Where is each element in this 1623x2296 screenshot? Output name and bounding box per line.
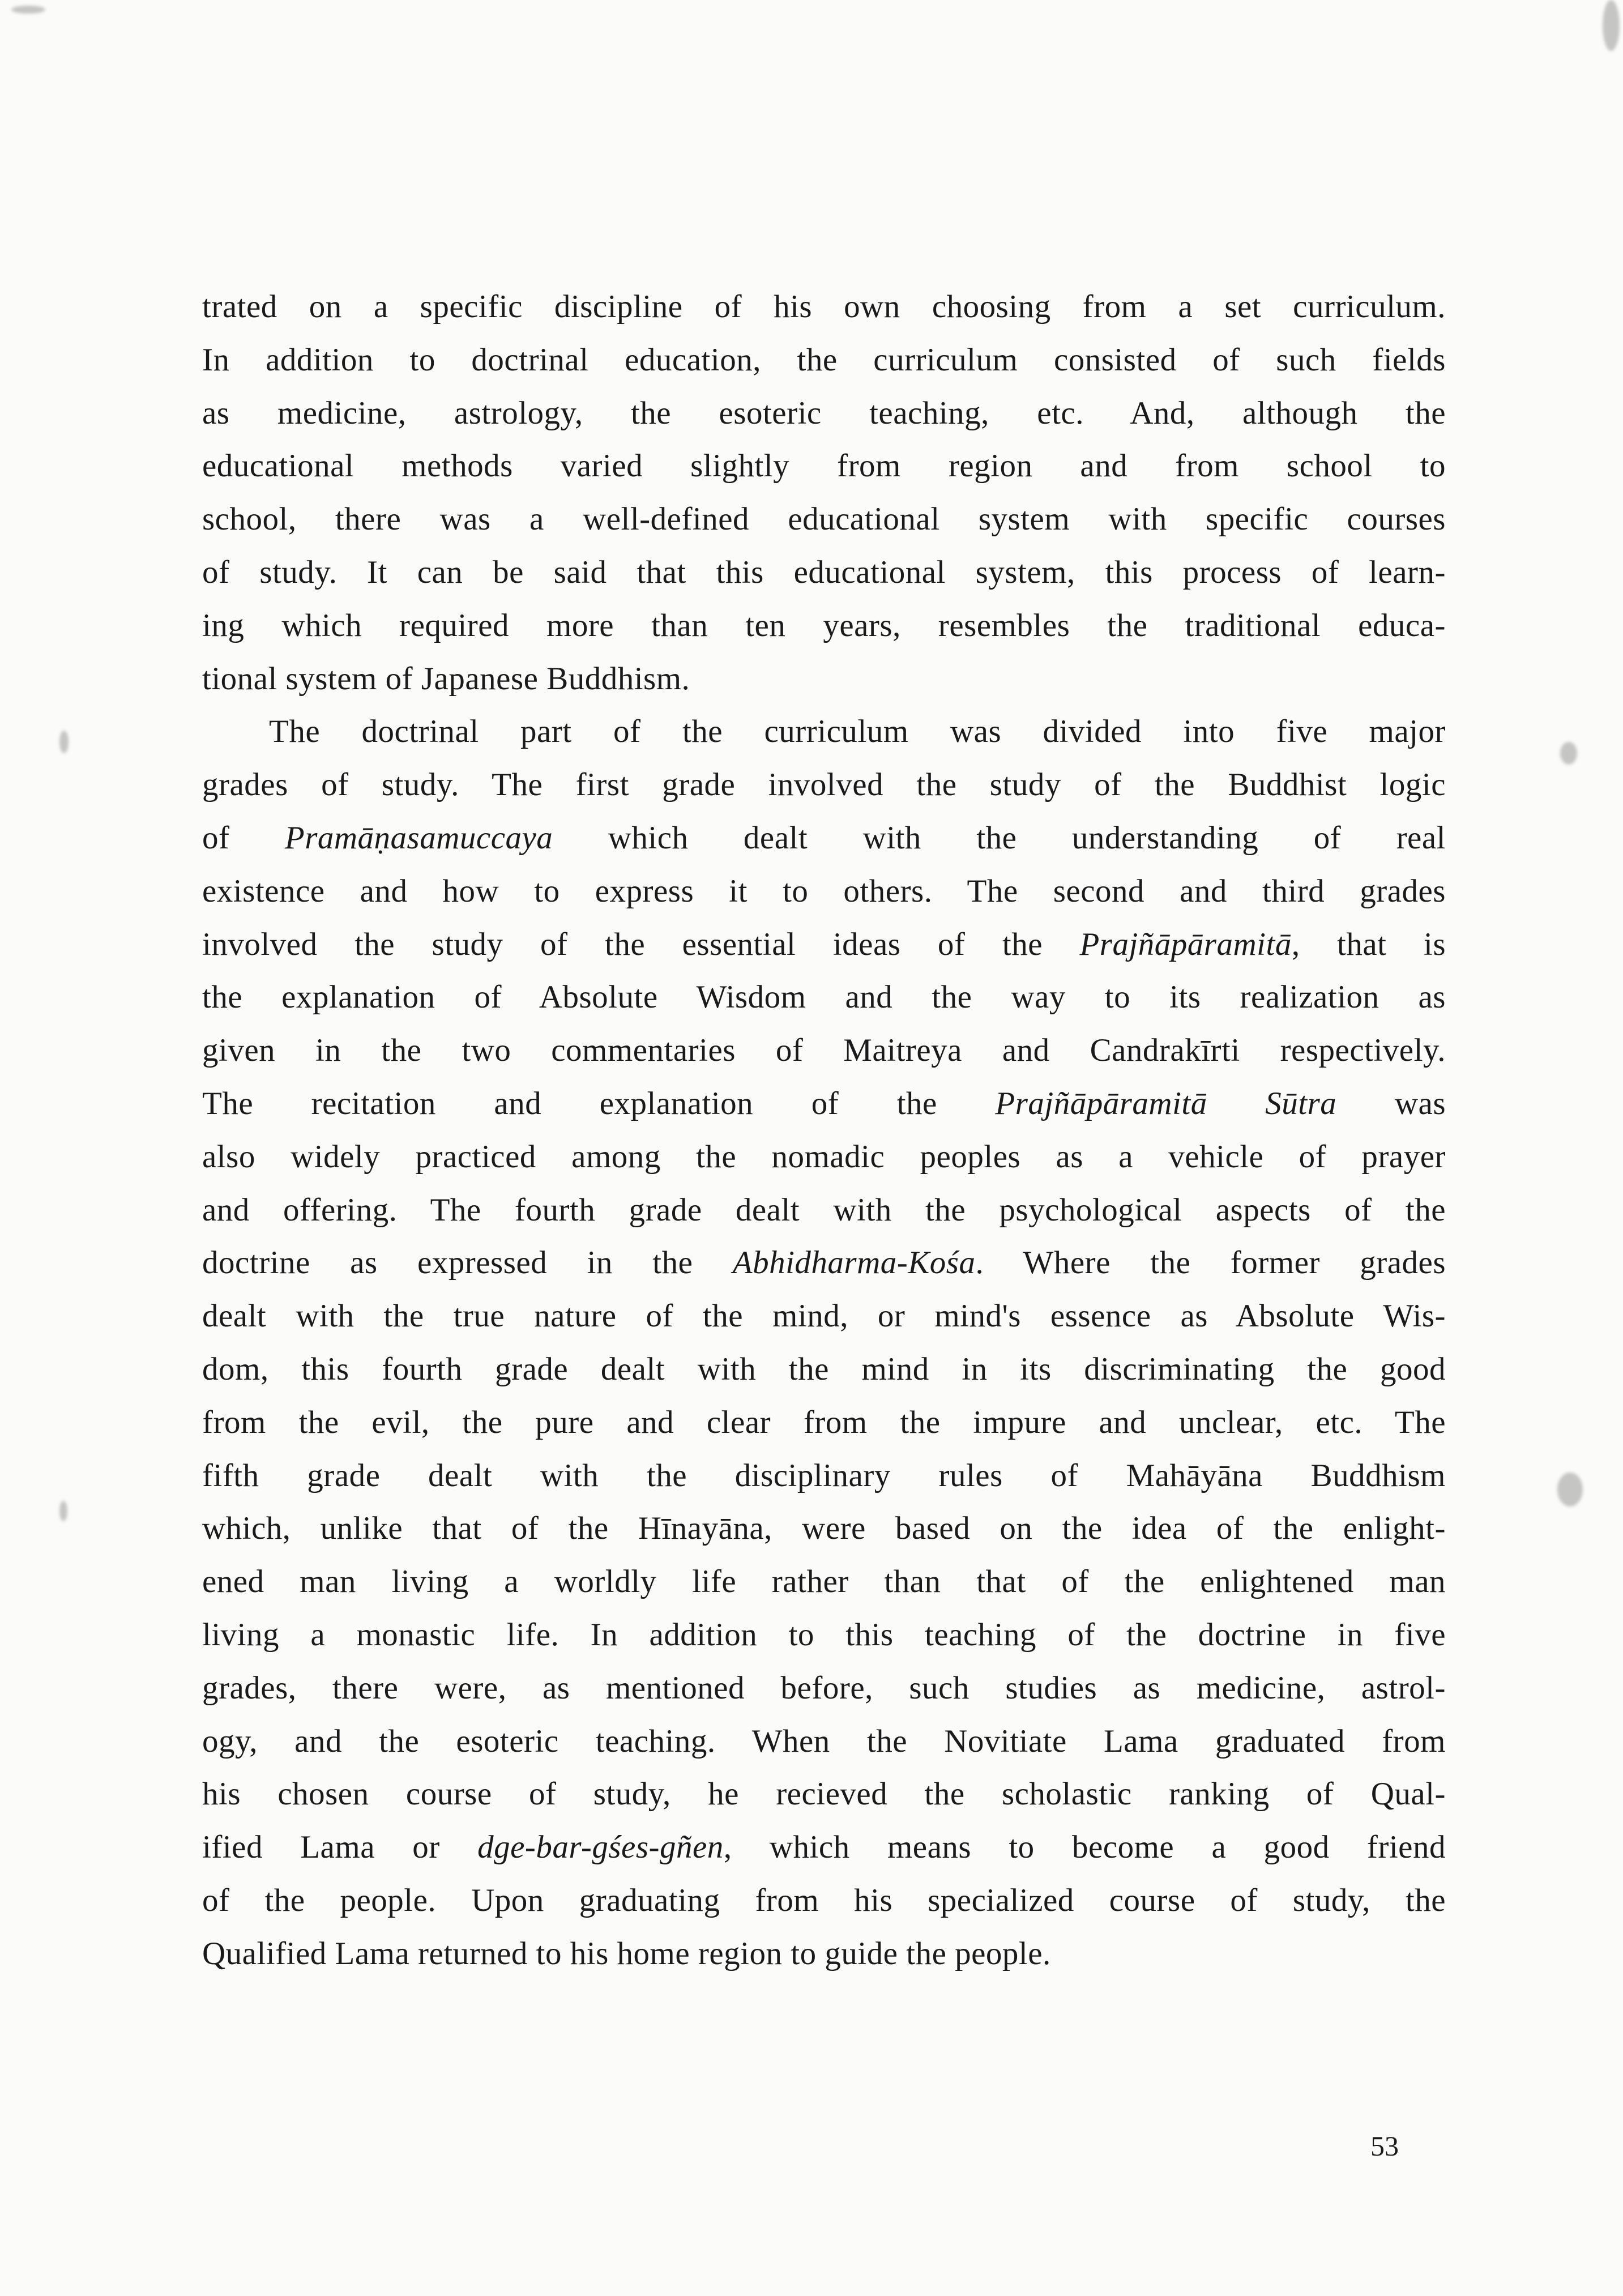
text-line xyxy=(202,1290,1446,1343)
text-run: trated on a specific discipline of his own choosing from a set curriculum. xyxy=(202,289,1446,325)
text-run: educational methods varied slightly from region and from school to xyxy=(202,448,1446,484)
text-run: of the people. Upon graduating from his specialized course of study, the xyxy=(202,1882,1446,1918)
paragraph xyxy=(202,280,1446,705)
text-line xyxy=(202,387,1446,440)
text-run: the explanation of Absolute Wisdom and the way to its realization as xyxy=(202,979,1446,1015)
text-run: involved the study of the essential ideas of the xyxy=(202,926,1080,962)
text-run: ened man living a worldly life rather than that of the enlightened man xyxy=(202,1564,1446,1600)
text-run: also widely practiced among the nomadic peoples as a vehicle of prayer xyxy=(202,1138,1446,1175)
text-line xyxy=(202,1396,1446,1449)
text-run: , which means to become a good friend xyxy=(723,1829,1446,1866)
text-run: grades, there were, as mentioned before, such studies as medicine, astrol- xyxy=(202,1670,1446,1706)
text-run: , that is xyxy=(1291,926,1446,962)
text-run: his chosen course of study, he recieved the scholastic ranking of Qual- xyxy=(202,1776,1446,1812)
text-run: existence and how to express it to others. The second and third grades xyxy=(202,873,1446,909)
text-run: In addition to doctrinal education, the curriculum consisted of such fields xyxy=(202,342,1446,378)
text-line xyxy=(202,1715,1446,1768)
scan-smudge xyxy=(11,6,45,14)
text-line xyxy=(202,1768,1446,1821)
body-text xyxy=(202,280,1446,1981)
text-run: school, there was a well-defined educational system with specific courses xyxy=(202,501,1446,537)
text-line xyxy=(202,546,1446,599)
text-line xyxy=(202,1024,1446,1077)
page-number: 53 xyxy=(1370,2130,1399,2162)
text-run: of xyxy=(202,820,285,856)
text-run: of study. It can be said that this educational system, this process of learn- xyxy=(202,554,1446,590)
text-run: . Where the former grades xyxy=(975,1245,1446,1281)
text-line xyxy=(202,493,1446,546)
text-run: The recitation and explanation of the xyxy=(202,1085,996,1121)
text-line xyxy=(202,1821,1446,1874)
text-run: ogy, and the esoteric teaching. When the Novitiate Lama graduated from xyxy=(202,1723,1446,1759)
text-line xyxy=(202,1130,1446,1184)
text-line xyxy=(202,1662,1446,1715)
scan-smudge xyxy=(1557,1473,1583,1507)
text-line xyxy=(202,1927,1446,1981)
text-line xyxy=(202,1608,1446,1662)
text-run: tional system of Japanese Buddhism. xyxy=(202,660,690,697)
text-run: fifth grade dealt with the disciplinary rules of Mahāyāna Buddhism xyxy=(202,1457,1446,1493)
scan-smudge xyxy=(1560,742,1577,765)
text-run: which dealt with the understanding of real xyxy=(553,820,1446,856)
text-run: The doctrinal part of the curriculum was divided into five major xyxy=(269,714,1446,750)
text-run: living a monastic life. In addition to this teaching of the doctrine in five xyxy=(202,1616,1446,1653)
text-run: doctrine as expressed in the xyxy=(202,1245,733,1281)
text-line xyxy=(202,1236,1446,1290)
italic-term: dge-bar-gśes-gñen xyxy=(477,1829,724,1866)
text-line xyxy=(202,1874,1446,1927)
text-run: Qualified Lama returned to his home region to guide the people. xyxy=(202,1935,1051,1971)
text-line xyxy=(202,1077,1446,1130)
text-run: as medicine, astrology, the esoteric teaching, etc. And, although the xyxy=(202,395,1446,431)
italic-term: Prajñāpāramitā Sūtra xyxy=(995,1085,1337,1121)
scan-smudge xyxy=(59,731,69,753)
text-run: dom, this fourth grade dealt with the mind in its discriminating the good xyxy=(202,1351,1446,1387)
italic-term: Abhidharma-Kośa xyxy=(732,1245,976,1281)
text-run: from the evil, the pure and clear from the impure and unclear, etc. The xyxy=(202,1404,1446,1440)
text-line xyxy=(202,1555,1446,1608)
text-line xyxy=(202,758,1446,812)
text-run: ing which required more than ten years, resembles the traditional educa- xyxy=(202,607,1446,643)
text-line xyxy=(202,865,1446,918)
text-line xyxy=(202,1343,1446,1396)
text-line xyxy=(202,599,1446,652)
text-run: and offering. The fourth grade dealt with the psychological aspects of the xyxy=(202,1192,1446,1228)
paragraph xyxy=(202,705,1446,1980)
text-line xyxy=(202,705,1446,758)
text-run: which, unlike that of the Hīnayāna, were based on the idea of the enlight- xyxy=(202,1510,1446,1547)
text-line xyxy=(202,918,1446,971)
text-run: grades of study. The first grade involved the study of the Buddhist logic xyxy=(202,767,1446,803)
text-line xyxy=(202,280,1446,334)
scan-smudge xyxy=(1603,0,1620,51)
italic-term: Prajñāpāramitā xyxy=(1079,926,1292,962)
text-run: dealt with the true nature of the mind, or mind's essence as Absolute Wis- xyxy=(202,1298,1446,1334)
text-line xyxy=(202,971,1446,1024)
text-run: given in the two commentaries of Maitreya and Candrakīrti respectively. xyxy=(202,1032,1446,1069)
text-line xyxy=(202,439,1446,493)
text-line xyxy=(202,812,1446,865)
scan-smudge xyxy=(59,1501,67,1521)
text-line xyxy=(202,334,1446,387)
italic-term: Pramāṇasamuccaya xyxy=(284,820,553,856)
text-line xyxy=(202,652,1446,706)
text-line xyxy=(202,1502,1446,1555)
text-run: was xyxy=(1336,1085,1446,1121)
text-run: ified Lama or xyxy=(202,1829,478,1866)
text-line xyxy=(202,1449,1446,1503)
text-line xyxy=(202,1184,1446,1237)
